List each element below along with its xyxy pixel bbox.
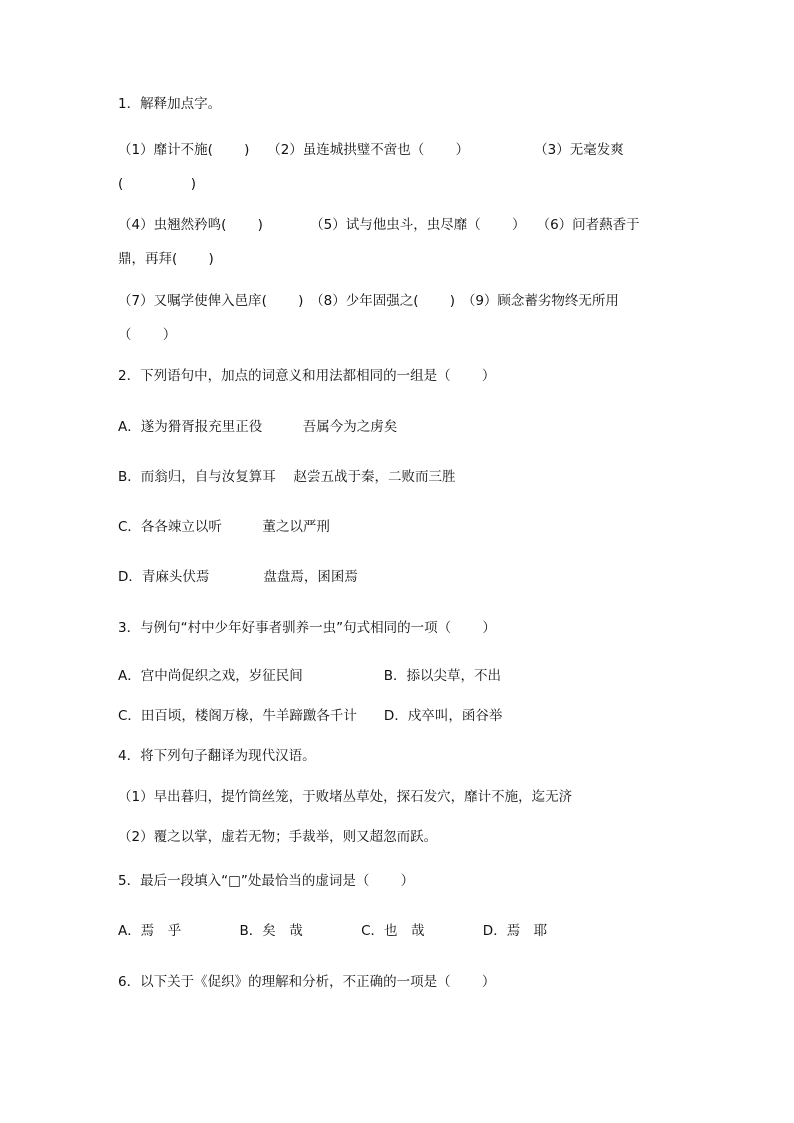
q1-items-row3: （7）又嘱学使俾入邑庠( ) （8）少年固强之( ) （9）顾念蓄劣物终无所用 — [118, 293, 619, 309]
q2-prompt: 2．下列语句中，加点的词意义和用法都相同的一组是（ ） — [118, 368, 496, 384]
q4-sentence-1: （1）早出暮归，提竹筒丝笼，于败堵丛草处，探石发穴，靡计不施，迄无济 — [118, 789, 573, 805]
q1-items-row1: （1）靡计不施( ) （2）虽连城拱璧不啻也（ ） （3）无毫发爽 — [118, 142, 624, 158]
q2-option-d: D．青麻头伏焉 盘盘焉，囷囷焉 — [118, 569, 358, 585]
q4-sentence-2: （2）覆之以掌，虚若无物；手裁举，则又超忽而跃。 — [118, 829, 438, 845]
q5-options: A．焉 乎 B．矣 哉 C．也 哉 D．焉 耶 — [118, 923, 548, 939]
q2-option-b: B．而翁归，自与汝复算耳 赵尝五战于秦，二败而三胜 — [118, 469, 456, 485]
q5-prompt: 5．最后一段填入“□”处最恰当的虚词是（ ） — [118, 873, 415, 889]
q2-option-a: A．遂为猾胥报充里正役 吾属今为之虏矣 — [118, 419, 398, 435]
q1-items-row2-cont: 鼎，再拜( ) — [118, 251, 214, 267]
q1-items-row2: （4）虫翘然矜鸣( ) （5）试与他虫斗，虫尽靡（ ） （6）问者爇香于 — [118, 217, 640, 233]
q3-options-ab: A．宫中尚促织之戏，岁征民间 B．掭以尖草，不出 — [118, 668, 501, 684]
q1-items-row3-cont: （ ） — [118, 327, 177, 343]
q2-option-c: C．各各竦立以听 董之以严刑 — [118, 519, 330, 535]
q4-prompt: 4．将下列句子翻译为现代汉语。 — [118, 748, 316, 764]
q3-options-cd: C．田百顷，楼阁万椽，牛羊蹄躈各千计 D．戍卒叫，函谷举 — [118, 708, 503, 724]
q6-prompt: 6．以下关于《促织》的理解和分析，不正确的一项是（ ） — [118, 974, 496, 990]
q1-items-row1-cont: ( ) — [118, 176, 197, 192]
q1-prompt: 1．解释加点字。 — [118, 96, 222, 112]
q3-prompt: 3．与例句“村中少年好事者驯养一虫”句式相同的一项（ ） — [118, 620, 496, 636]
